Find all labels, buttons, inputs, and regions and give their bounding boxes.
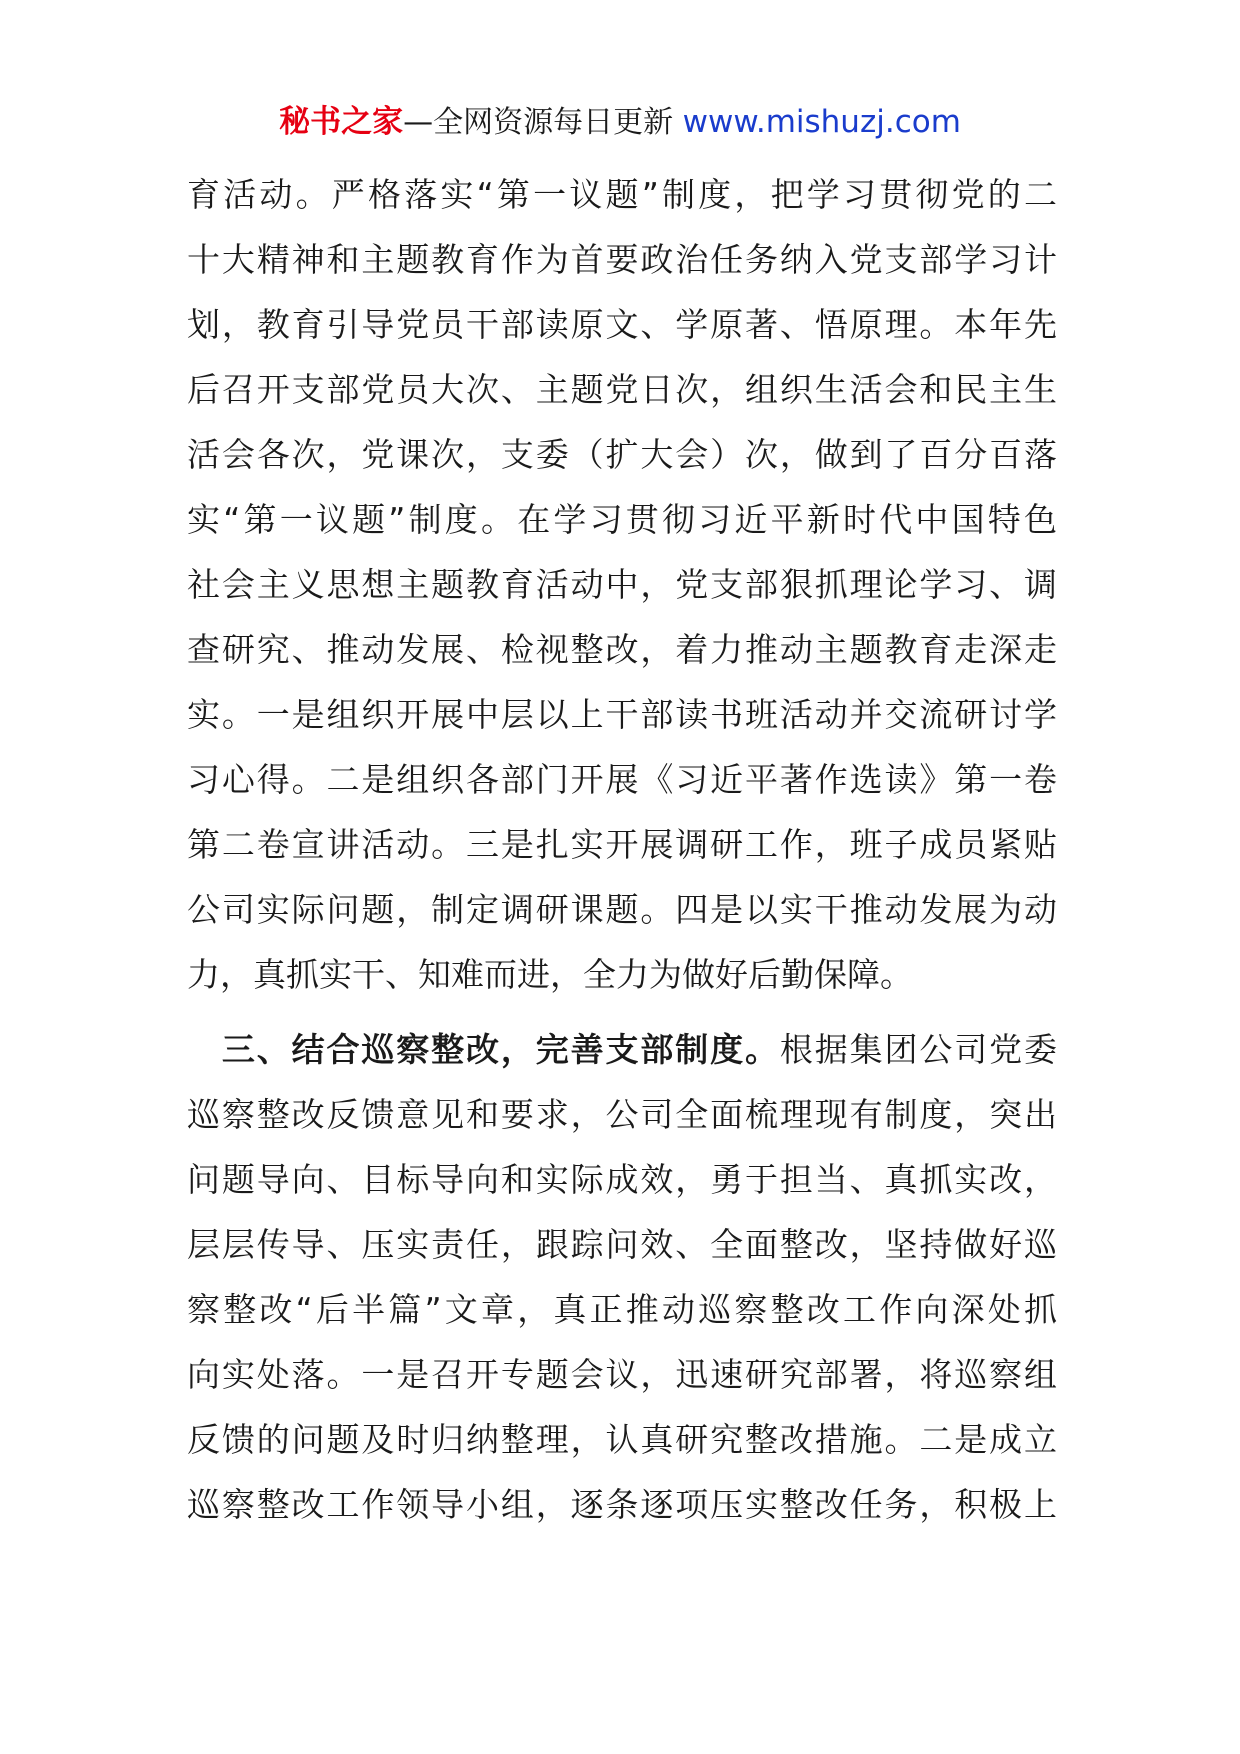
section-heading-rest: 根据集团公司党委 — [779, 1030, 1057, 1069]
section-heading-line — [187, 1017, 1057, 1082]
text-line: 向实处落。一是召开专题会议，迅速研究部署，将巡察组 — [187, 1355, 1057, 1394]
text-line: 育活动。严格落实“第一议题”制度，把学习贯彻党的二 — [187, 175, 1057, 214]
section-three — [187, 1017, 1057, 1537]
text-line: 第二卷宣讲活动。三是扎实开展调研工作，班子成员紧贴 — [187, 825, 1057, 864]
text-line: 反馈的问题及时归纳整理，认真研究整改措施。二是成立 — [187, 1420, 1057, 1459]
text-line: 社会主义思想主题教育活动中，党支部狠抓理论学习、调 — [187, 565, 1057, 604]
text-line: 公司实际问题，制定调研课题。四是以实干推动发展为动 — [187, 890, 1057, 929]
text-line: 划，教育引导党员干部读原文、学原著、悟原理。本年先 — [187, 305, 1057, 344]
text-line: 十大精神和主题教育作为首要政治任务纳入党支部学习计 — [187, 240, 1057, 279]
text-line: 力，真抓实干、知难而进，全力为做好后勤保障。 — [187, 955, 913, 994]
text-line: 活会各次，党课次，支委（扩大会）次，做到了百分百落 — [187, 435, 1057, 474]
document-body — [187, 162, 1057, 1537]
paragraph-education — [187, 162, 1057, 1007]
site-url-link[interactable]: www.mishuzj.com — [682, 104, 961, 140]
text-line: 巡察整改反馈意见和要求，公司全面梳理现有制度，突出 — [187, 1095, 1057, 1134]
text-line: 后召开支部党员大次、主题党日次，组织生活会和民主生 — [187, 370, 1057, 409]
text-line: 查研究、推动发展、检视整改，着力推动主题教育走深走 — [187, 630, 1057, 669]
site-header — [0, 100, 1240, 145]
header-tagline: —全网资源每日更新 — [403, 105, 674, 140]
text-line: 巡察整改工作领导小组，逐条逐项压实整改任务，积极上 — [187, 1485, 1057, 1524]
text-line: 层层传导、压实责任，跟踪问效、全面整改，坚持做好巡 — [187, 1225, 1057, 1264]
text-line: 察整改“后半篇”文章，真正推动巡察整改工作向深处抓 — [187, 1290, 1057, 1329]
text-line: 实。一是组织开展中层以上干部读书班活动并交流研讨学 — [187, 695, 1057, 734]
text-line: 习心得。二是组织各部门开展《习近平著作选读》第一卷 — [187, 760, 1057, 799]
section-heading: 三、结合巡察整改，完善支部制度。 — [220, 1030, 780, 1069]
text-line: 实“第一议题”制度。在学习贯彻习近平新时代中国特色 — [187, 500, 1057, 539]
brand-name: 秘书之家 — [279, 104, 404, 140]
text-line: 问题导向、目标导向和实际成效，勇于担当、真抓实改， — [187, 1160, 1057, 1199]
